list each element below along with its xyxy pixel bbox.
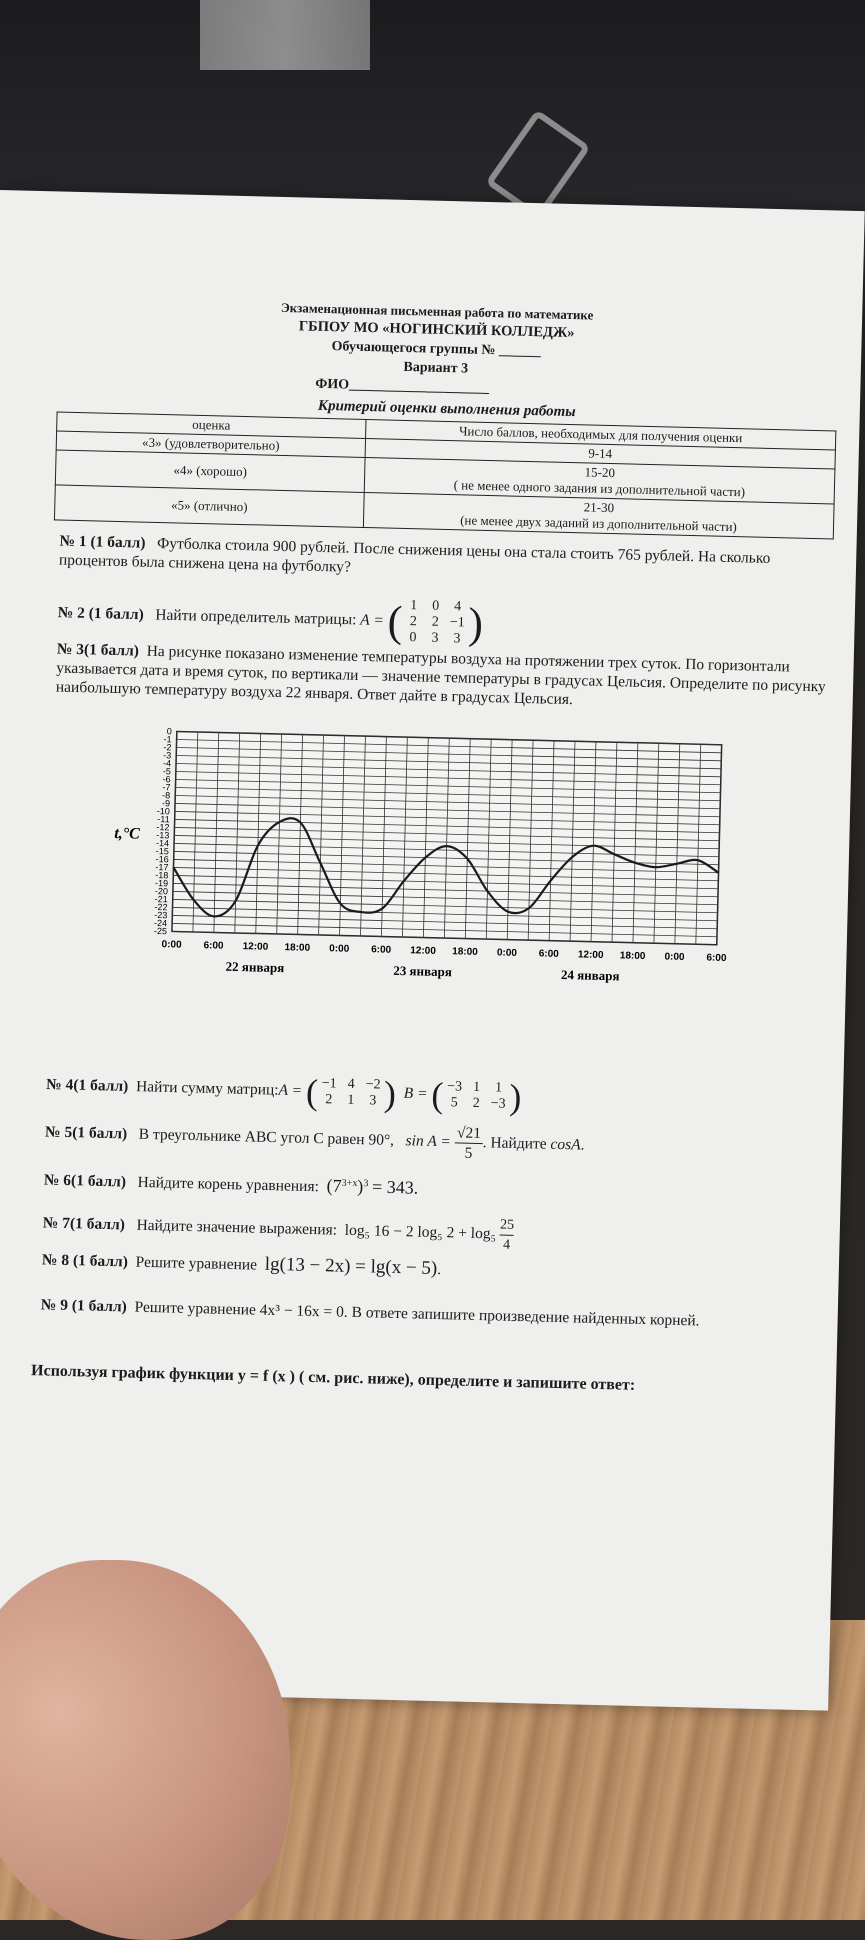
chart-x-tick-label: 6:00 [371, 944, 392, 956]
task-2-number: № 2 (1 балл) [57, 604, 144, 624]
criteria-points-5: 21-30 [583, 499, 615, 516]
background-window [200, 0, 370, 70]
task-1-text: Футболка стоила 900 рублей. После снижения цены она стала стоить 765 рублей. На сколько процентов была снижена цена на футболку? [58, 534, 771, 576]
chart-x-tick-label: 6:00 [706, 952, 727, 964]
chart-y-tick-label: -8 [162, 790, 171, 801]
task-4-matrix-b [443, 1079, 510, 1113]
chart-y-tick-label: -10 [156, 806, 170, 817]
task-5-expr: sin A = [405, 1132, 452, 1151]
chart-y-tick-label: -6 [162, 774, 171, 785]
chart-y-tick-label: -14 [155, 838, 170, 849]
task-5-text: В треугольнике ABC угол C равен 90°, [138, 1125, 395, 1149]
task-4-var-b: B = [403, 1084, 428, 1103]
chart-grid [172, 731, 722, 944]
task-5-tail: . Найдите [482, 1134, 547, 1153]
chart-x-tick-label: 0:00 [496, 947, 518, 959]
header-group: Обучающегося группы № ______ [331, 339, 542, 360]
task-4-number: № 4(1 балл) [45, 1075, 129, 1095]
task-2-matrix [402, 598, 469, 648]
task-6-close: ) [357, 1176, 364, 1197]
m-cell: −3 [490, 1096, 506, 1112]
task-5-denominator: 5 [464, 1144, 473, 1162]
chart-x-tick-label: 0:00 [664, 951, 685, 963]
task-8-text: Решите уравнение [135, 1253, 258, 1274]
task-9 [41, 1295, 791, 1332]
task-6-exp: 3+x [341, 1177, 358, 1190]
task-8-number: № 8 (1 балл) [41, 1251, 129, 1271]
task-9-text: Решите уравнение 4x³ − 16x = 0. В ответе запишите произведение найденных корней. [134, 1298, 700, 1330]
criteria-points-3: 9-14 [365, 439, 835, 469]
task-5-ask: cosA [550, 1135, 581, 1154]
task-3-text: На рисунке показано изменение температуры воздуха на протяжении трех суток. По горизонтали указывается дата и время суток, по вертикали — значение температуры в градусах Цельсия. Определите по рисунку наибольшую температуру воздуха 22 января. Ответ дайте в градусах Цельсия. [55, 642, 827, 709]
chart-x-tick-label: 6:00 [538, 948, 559, 960]
chart-y-tick-label: -25 [153, 925, 168, 937]
task-4-paren-a-right: ) [383, 1073, 397, 1114]
m-cell: 1 [494, 1080, 503, 1096]
chart-y-tick-label: -2 [163, 742, 172, 753]
m-cell: 2 [431, 614, 440, 630]
chart-y-tick-label: -13 [156, 830, 170, 841]
task-4-paren-b-right: ) [508, 1076, 522, 1118]
header-variant: Вариант 3 [403, 359, 469, 377]
task-6 [44, 1166, 814, 1208]
chart-date-labels [225, 959, 619, 984]
chart-y-tick-label: -23 [154, 909, 168, 921]
task-6-base: (7 [326, 1175, 342, 1196]
header-fio: ФИО____________________ [315, 376, 490, 397]
function-graph-instruction: Используя график функции y = f (x ) ( см. рис. ниже), определите и запишите ответ: [30, 1362, 636, 1394]
criteria-note-5: (не менее двух заданий из дополнительной части) [460, 512, 738, 535]
m-cell: 0 [409, 630, 417, 646]
task-7-expr: log₅ 16 − 2 log₅ 2 + log₅ [344, 1221, 497, 1243]
chart-date-label: 23 января [393, 962, 453, 980]
m-cell: −3 [446, 1079, 463, 1095]
m-cell: 5 [450, 1095, 458, 1111]
m-cell: 3 [431, 630, 439, 646]
chart-y-tick-label: -21 [154, 893, 168, 905]
task-4-text: Найти сумму матриц: [135, 1078, 279, 1099]
task-2-paren-right: ) [467, 598, 484, 648]
header-line-1: Экзаменационная письменная работа по математике [280, 299, 594, 323]
chart-y-tick-label: -11 [157, 814, 170, 825]
chart-y-tick-label: -1 [163, 734, 172, 745]
m-cell: −2 [365, 1077, 381, 1093]
m-cell: −1 [321, 1076, 337, 1092]
task-7-fraction [499, 1216, 514, 1255]
criteria-grade-4: «4» (хорошо) [55, 450, 365, 493]
task-8-end: . [437, 1261, 442, 1279]
task-4-paren-b-left: ( [430, 1074, 444, 1116]
chart-x-tick-label: 18:00 [452, 946, 478, 958]
chart-y-tick-label: -4 [162, 758, 172, 769]
m-cell: 4 [454, 599, 462, 615]
chart-x-tick-label: 0:00 [161, 939, 182, 951]
m-cell: 1 [347, 1092, 355, 1108]
criteria-caption: Критерий оценки выполнения работы [317, 397, 576, 421]
chart-y-tick-label: -12 [156, 822, 170, 833]
task-5-number: № 5(1 балл) [44, 1123, 128, 1143]
task-7-number: № 7(1 балл) [42, 1214, 126, 1234]
chart-x-tick-label: 12:00 [410, 945, 436, 957]
chart-y-tick-label: -16 [155, 854, 169, 865]
task-2-var: A = [360, 611, 385, 630]
chart-y-tick-label: -18 [155, 870, 169, 881]
m-cell: 2 [409, 614, 418, 630]
chart-y-tick-label: -9 [161, 798, 171, 809]
m-cell: 2 [472, 1095, 480, 1111]
chart-y-tick-label: 0 [166, 726, 172, 737]
chart-date-label: 24 января [560, 966, 620, 984]
task-8-expr: lg(13 − 2x) = lg(x − 5) [264, 1253, 438, 1280]
chart-x-tick-label: 12:00 [242, 941, 269, 953]
criteria-grade-5: «5» (отлично) [54, 485, 364, 528]
chart-x-tick-label: 18:00 [619, 950, 646, 962]
chart-y-tick-label: -22 [154, 901, 168, 913]
task-7-frac-top: 25 [500, 1216, 514, 1236]
criteria-header-points: Число баллов, необходимых для получения оценки [366, 420, 836, 450]
chart-y-tick-label: -15 [155, 846, 170, 857]
task-1 [59, 532, 830, 589]
task-5-end: . [580, 1136, 585, 1154]
criteria-grade-3: «3» (удовлетворительно) [56, 431, 365, 458]
m-cell: 3 [369, 1093, 377, 1109]
task-5-numerator: √21 [455, 1123, 483, 1144]
header-college: ГБПОУ МО «НОГИНСКИЙ КОЛЛЕДЖ» [298, 318, 575, 342]
chart-x-tick-label: 18:00 [284, 942, 311, 954]
task-7-text: Найдите значение выражения: [136, 1216, 338, 1239]
m-cell: 4 [347, 1076, 355, 1092]
m-cell: 3 [453, 631, 461, 647]
task-2-text: Найти определитель матрицы: [155, 606, 357, 629]
m-cell: 1 [410, 598, 418, 614]
chart-y-tick-label: -19 [154, 877, 169, 889]
criteria-note-4: ( не менее одного задания из дополнительной части) [453, 477, 746, 500]
chart-y-tick-label: -17 [155, 862, 169, 873]
task-7-frac-bottom: 4 [502, 1237, 511, 1253]
exam-sheet [0, 190, 865, 1711]
chart-y-tick-label: -3 [163, 750, 172, 761]
chart-x-tick-label: 0:00 [329, 943, 350, 955]
temperature-chart [114, 719, 737, 1024]
task-4-paren-a-left: ( [305, 1071, 319, 1113]
task-2-paren-left: ( [387, 596, 403, 646]
task-5-fraction [454, 1123, 483, 1163]
task-6-rhs: = 343. [371, 1176, 419, 1198]
chart-date-label: 22 января [225, 958, 285, 976]
chart-x-tick-label: 6:00 [203, 940, 224, 952]
task-9-number: № 9 (1 балл) [40, 1296, 128, 1316]
chart-y-tick-label: -7 [162, 782, 171, 793]
chart-y-tick-label: -20 [154, 885, 169, 897]
criteria-table [54, 411, 836, 539]
chart-y-tick-label: -24 [153, 917, 168, 929]
criteria-header-grade: оценка [57, 412, 366, 439]
task-4-var-a: A = [278, 1081, 303, 1100]
task-6-text: Найдите корень уравнения: [137, 1173, 320, 1196]
m-cell: −1 [449, 615, 465, 631]
criteria-points-4: 15-20 [584, 464, 616, 481]
chart-y-ticks [154, 726, 172, 936]
m-cell: 1 [472, 1079, 481, 1095]
chart-x-tick-label: 12:00 [577, 949, 604, 961]
chart-y-tick-label: -5 [162, 766, 171, 777]
task-3-number: № 3(1 балл) [56, 640, 140, 660]
task-1-number: № 1 (1 балл) [59, 532, 146, 552]
m-cell: 0 [432, 598, 440, 614]
task-4-matrix-a [318, 1076, 385, 1110]
task-6-exp2: 3 [363, 1178, 369, 1190]
task-6-number: № 6(1 балл) [43, 1171, 127, 1191]
m-cell: 2 [325, 1092, 333, 1108]
chart-y-label: t,°C [114, 824, 141, 843]
